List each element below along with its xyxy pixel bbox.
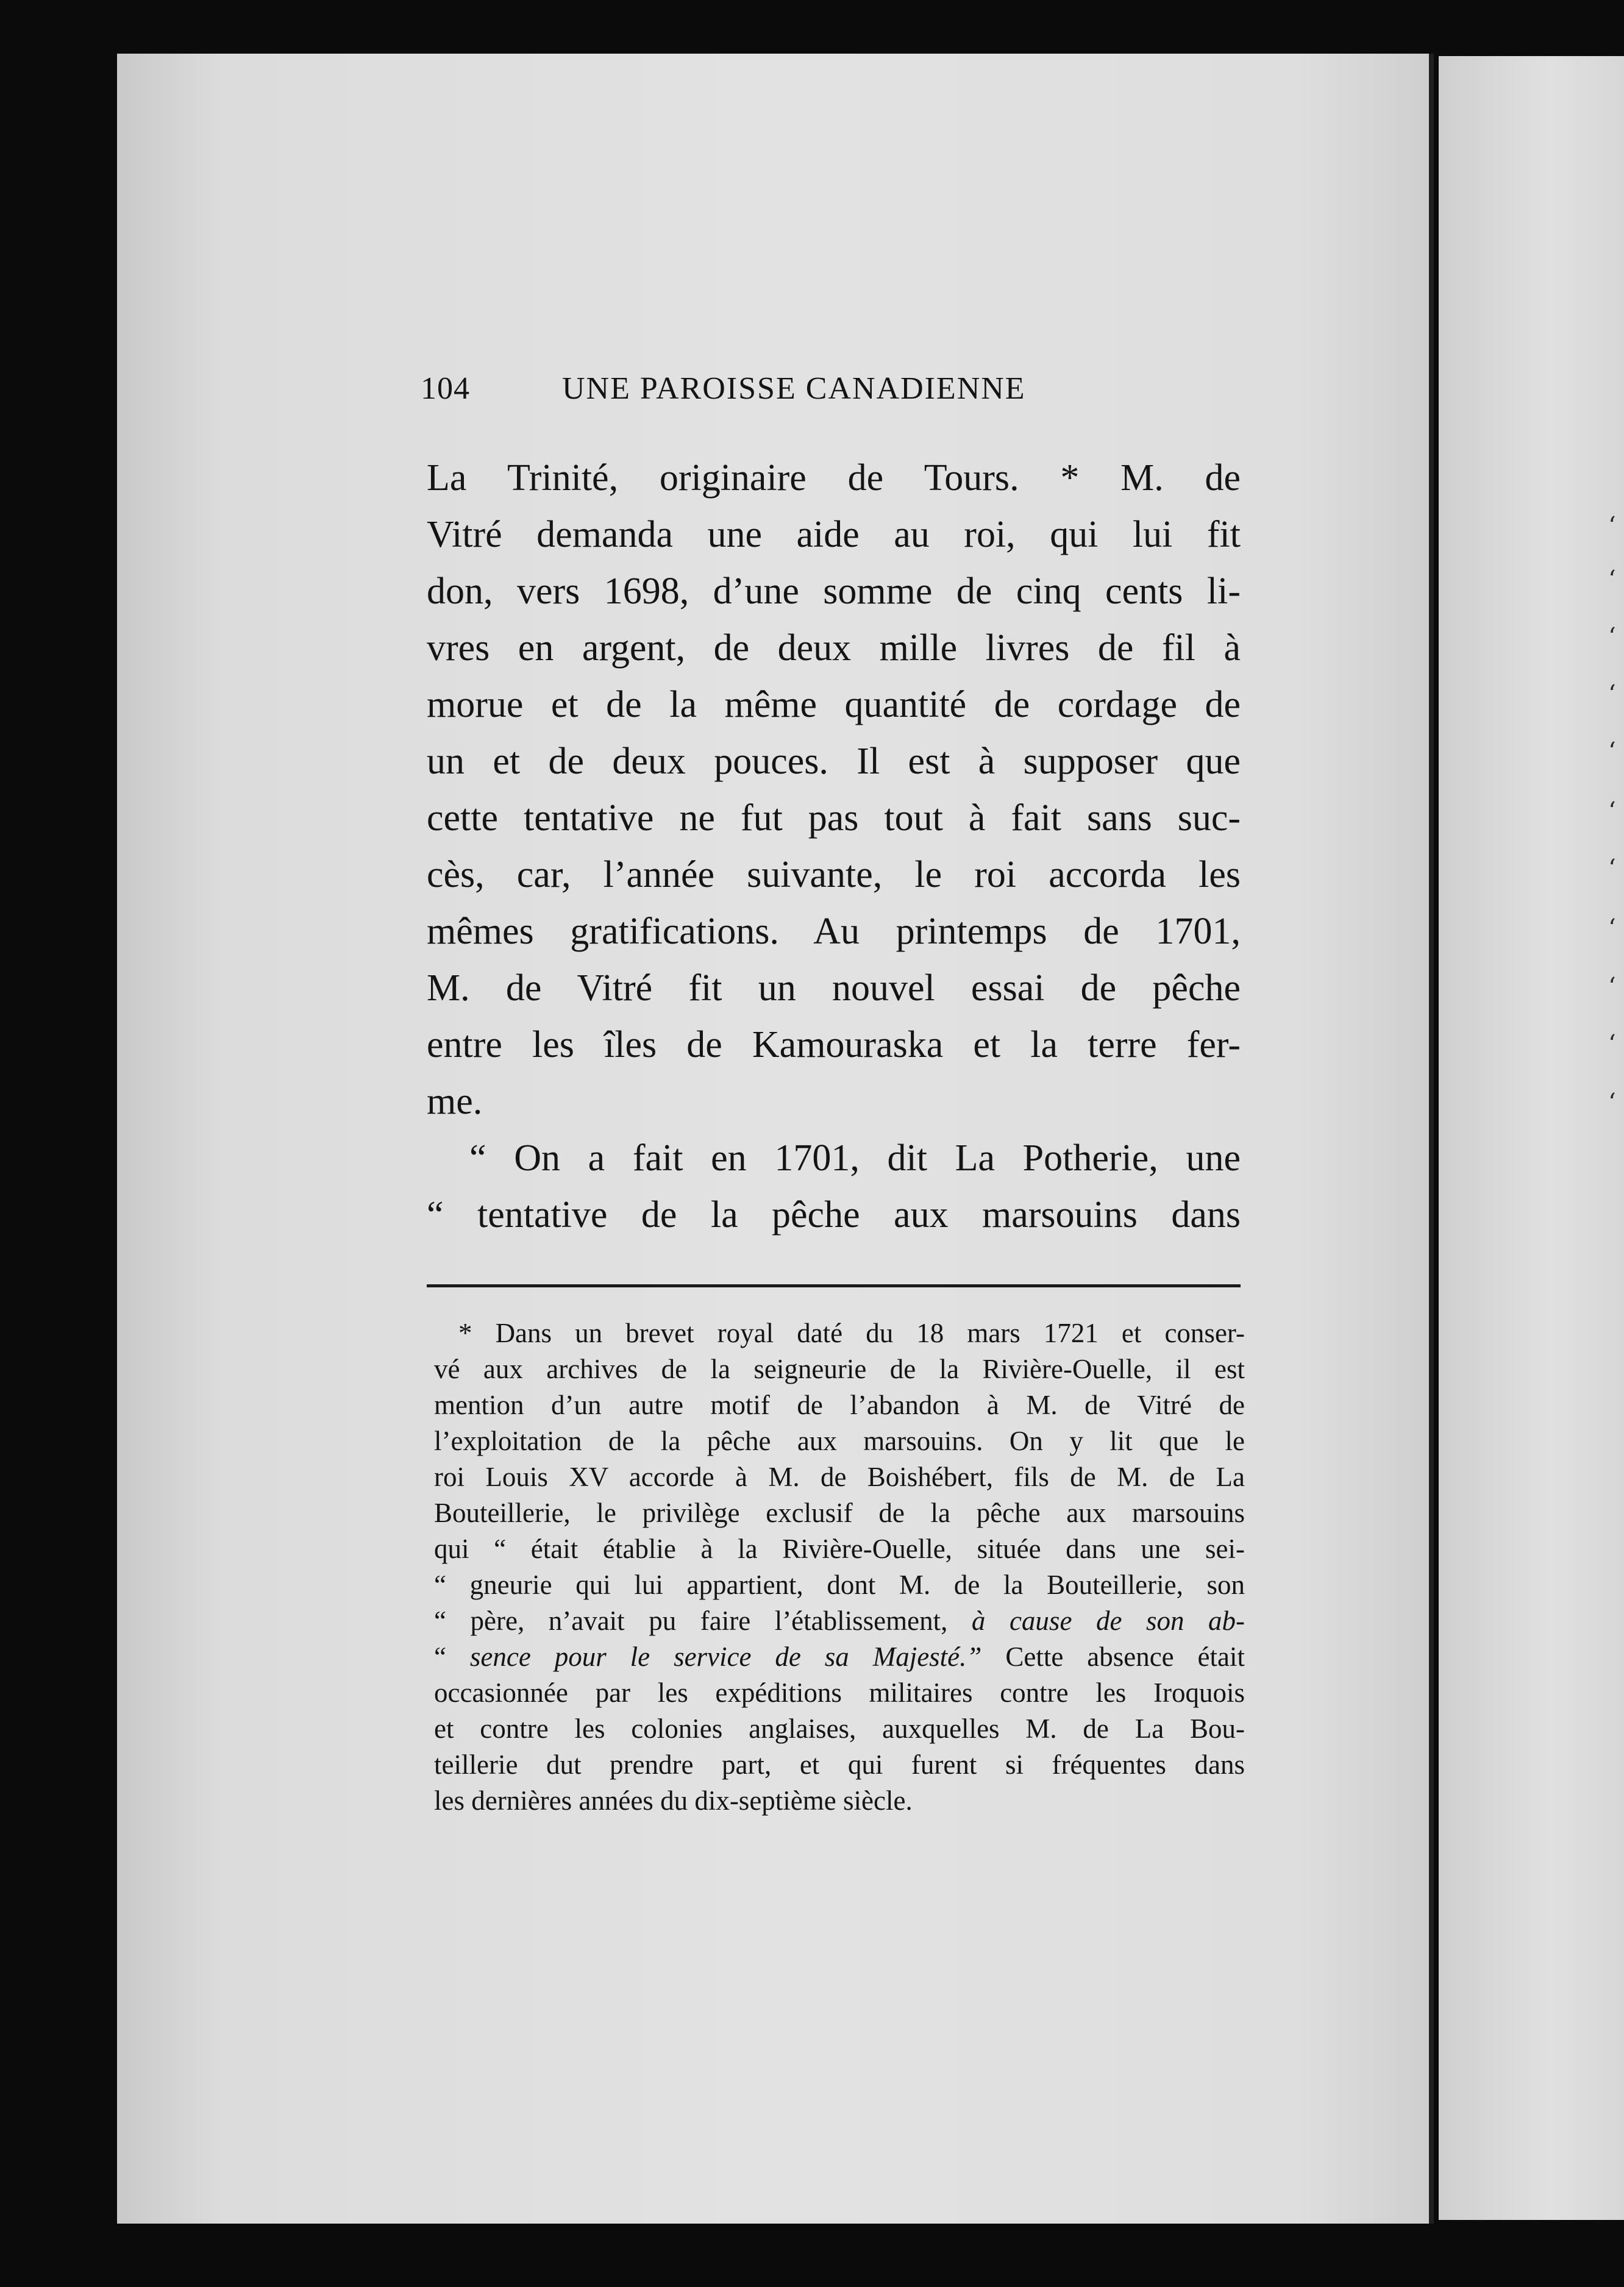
footnote-line: roi Louis XV accorde à M. de Boishébert, fils de M. de La [434, 1462, 1245, 1492]
body-line: entre les îles de Kamouraska et la terre fer- [427, 1024, 1241, 1065]
footnote-line: “ gneurie qui lui appartient, dont M. de la Bouteillerie, son [434, 1570, 1245, 1600]
facing-page-quote-mark: ‘ [1608, 973, 1616, 1001]
body-line: cès, car, l’année suivante, le roi accorda les [427, 854, 1241, 895]
footnote-line: teillerie dut prendre part, et qui furent si fréquentes dans [434, 1749, 1245, 1780]
footnote-text: “ père, n’avait pu faire l’établissement, [434, 1606, 948, 1636]
facing-page-quote-mark: ‘ [1608, 1089, 1616, 1117]
facing-page-quote-mark: ‘ [1608, 855, 1616, 883]
footnote-line: occasionnée par les expéditions militaires contre les Iroquois [434, 1677, 1245, 1708]
body-line: mêmes gratifications. Au printemps de 1701, [427, 911, 1241, 952]
footnote-line: mention d’un autre motif de l’abandon à M. de Vitré de [434, 1390, 1245, 1420]
body-text [427, 450, 1241, 1243]
body-line: me. [427, 1081, 483, 1122]
footnote-italic: à cause de son ab- [971, 1606, 1245, 1636]
running-header [421, 371, 1244, 419]
running-title: UNE PAROISSE CANADIENNE [562, 371, 1026, 406]
facing-page-quote-mark: ‘ [1608, 797, 1616, 825]
page-gutter [1429, 54, 1434, 2224]
body-line: M. de Vitré fit un nouvel essai de pêche [427, 967, 1241, 1009]
body-line: Vitré demanda une aide au roi, qui lui fit [427, 514, 1241, 555]
body-line: La Trinité, originaire de Tours. * M. de [427, 457, 1241, 499]
footnote-line [434, 1603, 1245, 1639]
footnote-line: qui “ était établie à la Rivière-Ouelle, située dans une sei- [434, 1534, 1245, 1564]
body-line: “ tentative de la pêche aux marsouins dans [427, 1194, 1241, 1236]
facing-page-quote-mark: ‘ [1608, 738, 1616, 766]
facing-page-quote-mark: ‘ [1608, 1030, 1616, 1058]
footnote-italic: sence pour le service de sa Majesté.” [469, 1641, 982, 1672]
footnote-line: Bouteillerie, le privilège exclusif de la pêche aux marsouins [434, 1498, 1245, 1528]
facing-page-quote-mark: ‘ [1608, 680, 1616, 708]
page-number: 104 [421, 371, 470, 406]
body-line: cette tentative ne fut pas tout à fait sans suc- [427, 797, 1241, 839]
footnote-line: vé aux archives de la seigneurie de la Rivière-Ouelle, il est [434, 1354, 1245, 1384]
facing-page-quote-mark: ‘ [1608, 914, 1616, 942]
footnote-line: l’exploitation de la pêche aux marsouins. On y lit que le [434, 1426, 1245, 1456]
footnote-line: les dernières années du dix-septième siècle. [434, 1785, 913, 1816]
footnote-line: et contre les colonies anglaises, auxquelles M. de La Bou- [434, 1713, 1245, 1744]
facing-page-quote-mark: ‘ [1608, 623, 1616, 651]
body-line: vres en argent, de deux mille livres de fil à [427, 627, 1241, 669]
facing-page-quote-mark: ‘ [1608, 512, 1616, 540]
footnote-text: Cette absence était [1005, 1641, 1245, 1672]
body-line: “ On a fait en 1701, dit La Potherie, une [469, 1137, 1241, 1179]
footnote-rule [427, 1284, 1241, 1287]
facing-page-quote-mark: ‘ [1608, 566, 1616, 594]
facing-page-edge [1439, 56, 1624, 2220]
footnote-line [434, 1639, 1245, 1675]
footnote-quote-mark: “ [434, 1641, 446, 1672]
body-line: morue et de la même quantité de cordage de [427, 684, 1241, 725]
footnote [434, 1315, 1245, 1819]
footnote-line: * Dans un brevet royal daté du 18 mars 1721 et conser- [458, 1318, 1245, 1348]
body-line: don, vers 1698, d’une somme de cinq cents li- [427, 571, 1241, 612]
body-line: un et de deux pouces. Il est à supposer que [427, 741, 1241, 782]
